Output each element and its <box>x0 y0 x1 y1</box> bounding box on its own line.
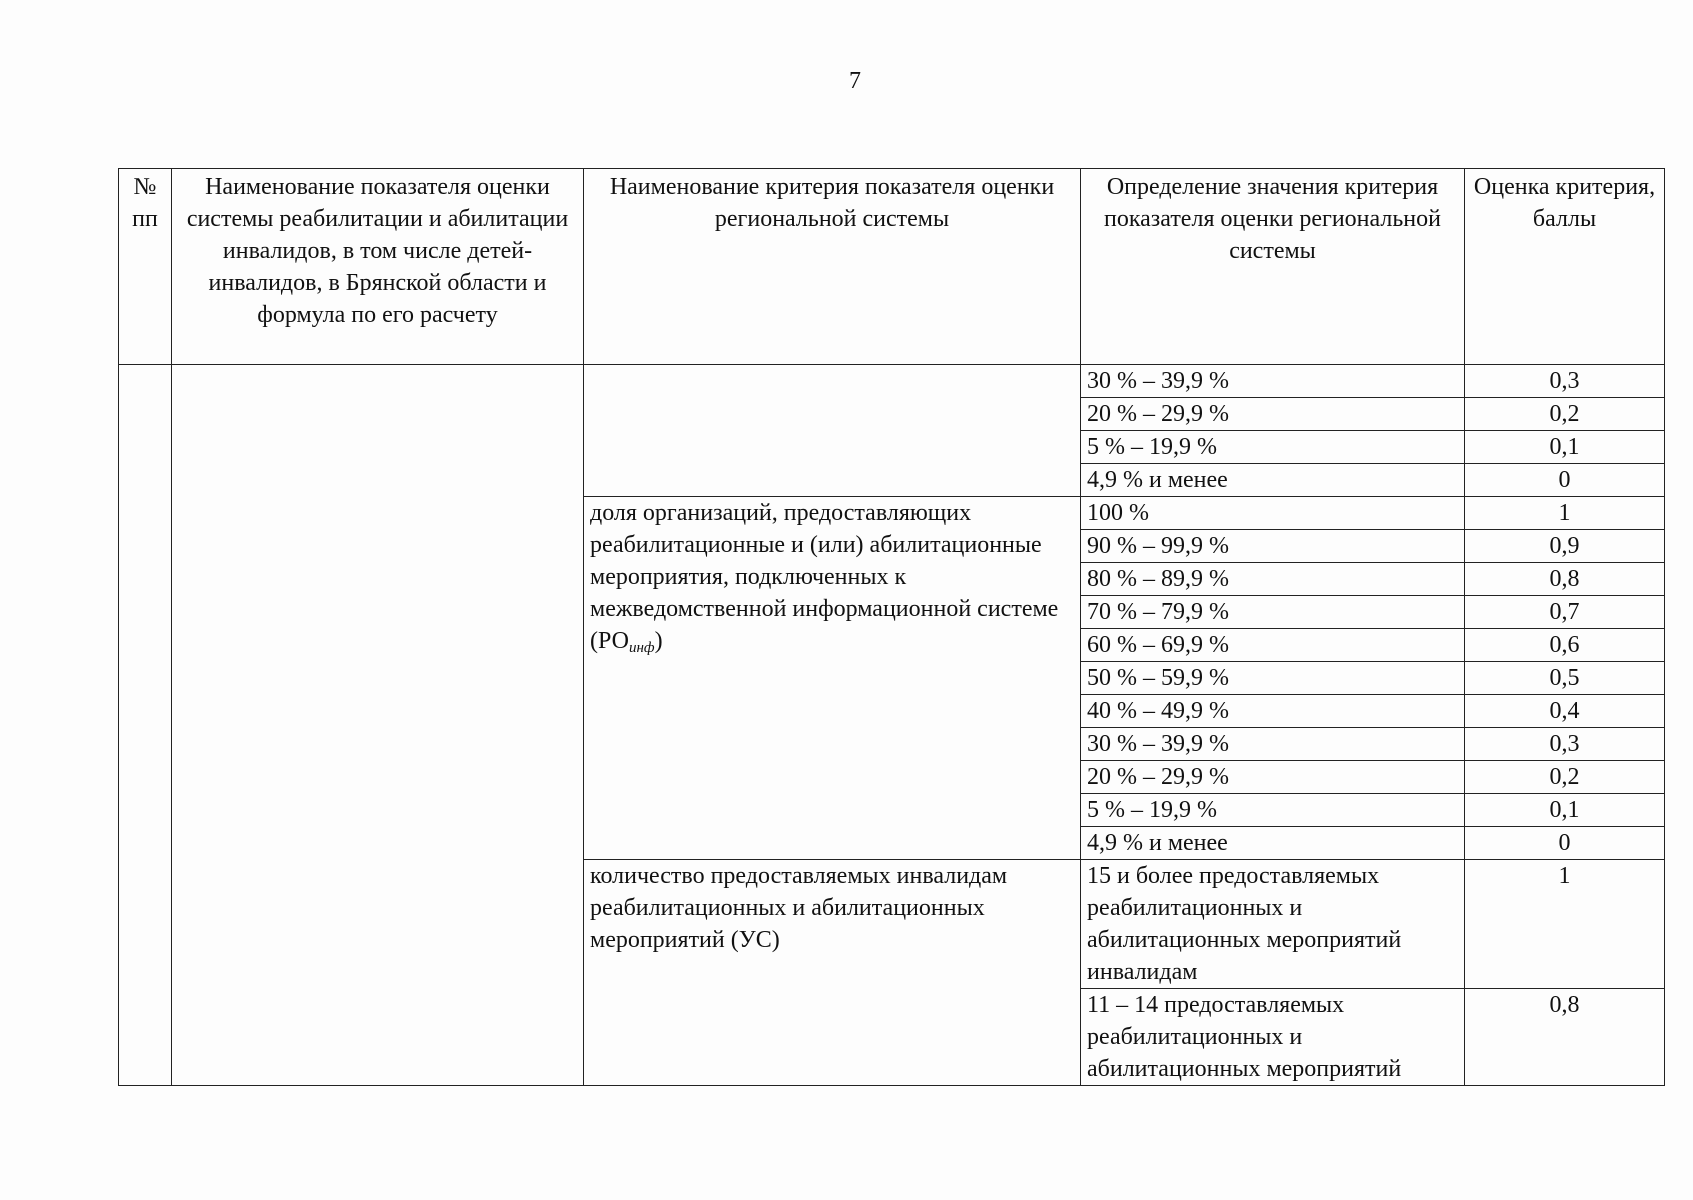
criterion-cell-measures-count: количество предоставляемых инвалидам реабилитационных и абилитационных мероприятий (УС) <box>584 860 1081 1086</box>
header-indicator-name: Наименование показателя оценки системы реабилитации и абилитации инвалидов, в том числе детей-инвалидов, в Брянской области и формула по его расчету <box>172 169 584 365</box>
score-cell: 0,1 <box>1465 431 1665 464</box>
score-cell: 0,6 <box>1465 629 1665 662</box>
range-cell: 4,9 % и менее <box>1081 827 1465 860</box>
criterion-organizations-share-text: доля организаций, предоставляющих реабилитационные и (или) абилитационные мероприятия, подключенных к межведомственной информационной системе $(РО_{инф})$ <box>590 500 1059 656</box>
score-cell: 0,5 <box>1465 662 1665 695</box>
range-cell: 100 % <box>1081 497 1465 530</box>
range-cell: 40 % – 49,9 % <box>1081 695 1465 728</box>
range-cell: 60 % – 69,9 % <box>1081 629 1465 662</box>
score-cell: 0,3 <box>1465 365 1665 398</box>
score-cell: 0,7 <box>1465 596 1665 629</box>
score-cell: 0,2 <box>1465 761 1665 794</box>
range-cell: 11 – 14 предоставляемых реабилитационных и абилитационных мероприятий <box>1081 989 1465 1086</box>
range-cell: 20 % – 29,9 % <box>1081 398 1465 431</box>
table-header-row <box>119 169 1665 365</box>
range-cell: 90 % – 99,9 % <box>1081 530 1465 563</box>
range-cell: 20 % – 29,9 % <box>1081 761 1465 794</box>
score-cell: 1 <box>1465 497 1665 530</box>
range-cell: 30 % – 39,9 % <box>1081 365 1465 398</box>
score-cell: 0,2 <box>1465 398 1665 431</box>
score-cell: 0,1 <box>1465 794 1665 827</box>
header-value-definition: Определение значения критерия показателя оценки региональной системы <box>1081 169 1465 365</box>
criterion-cell-organizations-share <box>584 497 1081 860</box>
range-cell: 80 % – 89,9 % <box>1081 563 1465 596</box>
range-cell: 5 % – 19,9 % <box>1081 794 1465 827</box>
range-cell: 30 % – 39,9 % <box>1081 728 1465 761</box>
range-cell: 15 и более предоставляемых реабилитационных и абилитационных мероприятий инвалидам <box>1081 860 1465 989</box>
score-cell: 0 <box>1465 827 1665 860</box>
header-number: № пп <box>119 169 172 365</box>
indicator-cell <box>172 365 584 1086</box>
range-cell: 4,9 % и менее <box>1081 464 1465 497</box>
range-cell: 5 % – 19,9 % <box>1081 431 1465 464</box>
score-cell: 0,3 <box>1465 728 1665 761</box>
range-cell: 70 % – 79,9 % <box>1081 596 1465 629</box>
range-cell: 50 % – 59,9 % <box>1081 662 1465 695</box>
page-number: 7 <box>849 68 861 94</box>
criterion-cell-continued <box>584 365 1081 497</box>
score-cell: 0,4 <box>1465 695 1665 728</box>
score-cell: 0,8 <box>1465 563 1665 596</box>
header-criterion-name: Наименование критерия показателя оценки региональной системы <box>584 169 1081 365</box>
criterion-subscript: инф <box>628 640 655 656</box>
score-cell: 0,9 <box>1465 530 1665 563</box>
score-cell: 0,8 <box>1465 989 1665 1086</box>
header-score: Оценка критерия, баллы <box>1465 169 1665 365</box>
number-cell <box>119 365 172 1086</box>
criteria-table <box>118 168 1665 1086</box>
score-cell: 1 <box>1465 860 1665 989</box>
score-cell: 0 <box>1465 464 1665 497</box>
table-row <box>119 365 1665 398</box>
